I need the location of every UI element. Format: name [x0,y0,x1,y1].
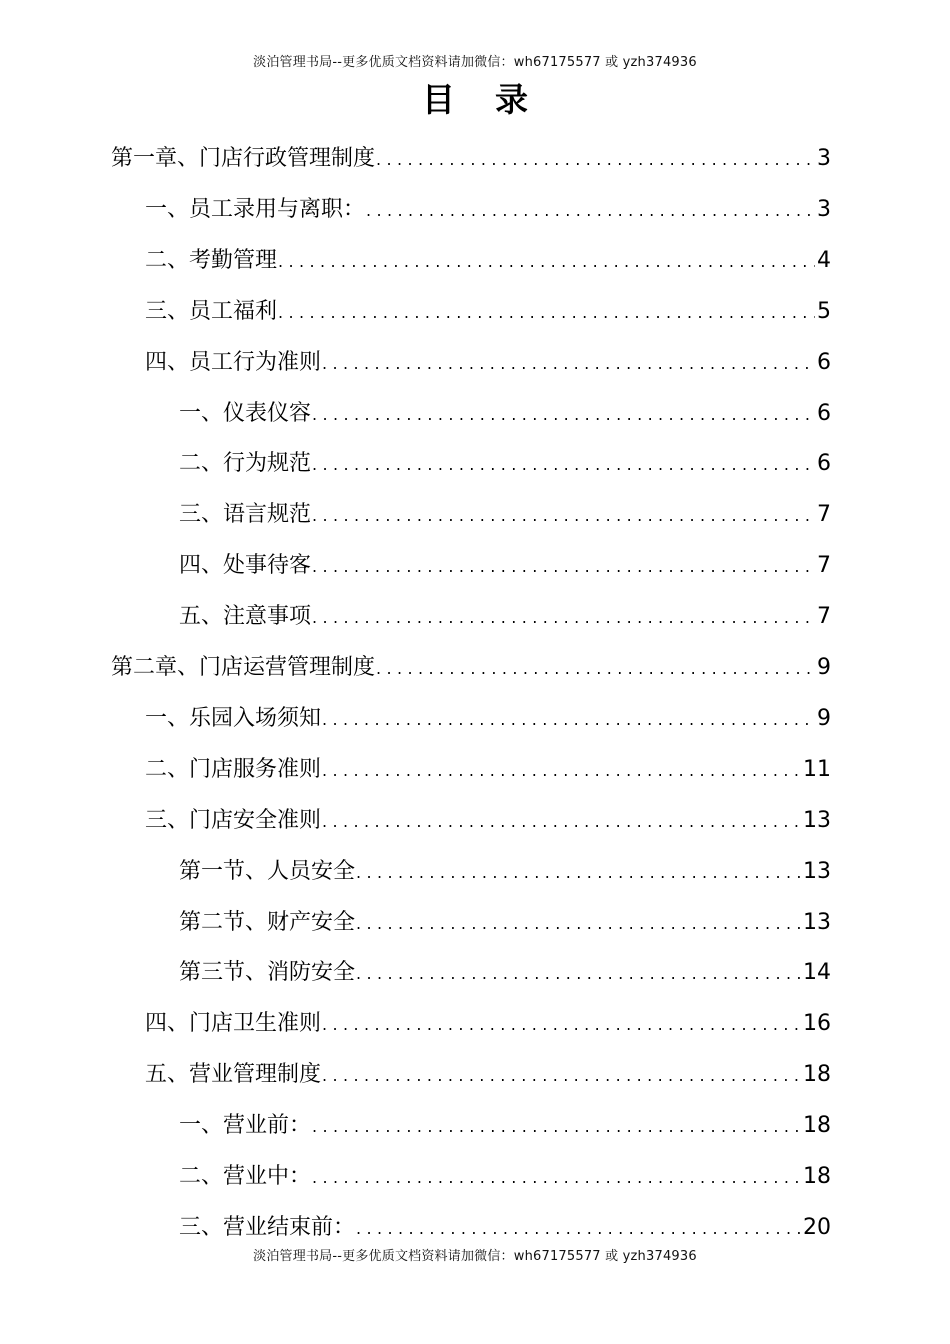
toc-entry-page-number: 7 [817,604,831,630]
toc-entry[interactable] [179,852,831,892]
toc-entry-label: 第二章、门店运营管理制度 [111,655,376,680]
toc-entry-page-number: 13 [803,909,831,935]
header-note: 淡泊管理书局--更多优质文档资料请加微信：wh67175577 或 yzh374936 [253,55,697,70]
toc-entry[interactable] [111,139,831,179]
toc-entry-label: 二、营业中： [179,1164,312,1189]
toc-entry-page-number: 7 [817,502,831,528]
toc-entry-label: 三、门店安全准则 [145,807,322,833]
toc-entry[interactable] [145,343,831,383]
toc-entry[interactable] [179,1157,831,1197]
toc-dot-leader [366,191,815,231]
toc-entry-page-number: 6 [817,349,831,375]
toc-entry-page-number: 7 [817,553,831,579]
toc-entry-label: 第一节、人员安全 [179,858,356,884]
toc-entry-page-number: 3 [817,146,831,171]
toc-entry-page-number: 18 [803,1113,831,1139]
toc-entry[interactable] [145,1055,831,1095]
toc-entry-page-number: 11 [803,756,831,782]
toc-entry-label: 二、考勤管理 [145,247,278,273]
toc-entry[interactable] [179,1106,831,1146]
toc-dot-leader [278,293,815,333]
footer-note: 淡泊管理书局--更多优质文档资料请加微信：wh67175577 或 yzh374936 [253,1249,697,1264]
toc-dot-leader [312,547,815,587]
toc-dot-leader [322,344,815,384]
toc-dot-leader [356,853,801,893]
toc-entry-label: 五、营业管理制度 [145,1062,322,1088]
toc-entry[interactable] [179,546,831,586]
toc-entry-page-number: 9 [817,705,831,731]
toc-entry-label: 三、营业结束前： [179,1214,356,1240]
toc-entry-label: 五、注意事项 [179,604,312,630]
toc-entry-label: 一、乐园入场须知 [145,705,322,731]
toc-entry-label: 一、仪表仪容 [179,400,312,426]
toc-entry-page-number: 4 [817,247,831,273]
toc-entry-page-number: 18 [803,1062,831,1088]
toc-entry[interactable] [179,1208,831,1248]
toc-entry-label: 二、行为规范 [179,451,312,477]
toc-entry-label: 一、员工录用与离职： [145,196,366,222]
toc-dot-leader [356,1209,801,1249]
toc-entry-label: 三、语言规范 [179,502,312,528]
toc-entry[interactable] [145,190,831,230]
toc-entry-page-number: 6 [817,451,831,477]
toc-dot-leader [322,1005,801,1045]
toc-entry-page-number: 9 [817,655,831,680]
toc-entry[interactable] [179,597,831,637]
toc-dot-leader [376,140,815,180]
toc-entry-page-number: 6 [817,400,831,426]
toc-entry-page-number: 20 [803,1214,831,1240]
toc-entry-page-number: 18 [803,1164,831,1189]
toc-dot-leader [312,496,815,536]
toc-entry[interactable] [145,292,831,332]
toc-entry-label: 一、营业前： [179,1113,312,1139]
toc-entry[interactable] [179,903,831,943]
toc-entry[interactable] [145,699,831,739]
toc-dot-leader [322,1056,801,1096]
toc-entry-label: 第二节、财产安全 [179,909,356,935]
toc-entry[interactable] [179,495,831,535]
toc-dot-leader [312,395,815,435]
toc-entry[interactable] [145,1004,831,1044]
toc-entry-page-number: 14 [803,960,831,986]
toc-entry-page-number: 3 [817,196,831,222]
toc-entry[interactable] [179,953,831,993]
toc-dot-leader [312,1158,801,1198]
toc-dot-leader [322,751,801,791]
toc-entry-label: 第三节、消防安全 [179,960,356,986]
toc-entry-page-number: 13 [803,858,831,884]
toc-dot-leader [356,904,801,944]
toc-entry-label: 四、员工行为准则 [145,349,322,375]
toc-entry[interactable] [145,750,831,790]
toc-entry[interactable] [111,648,831,688]
toc-dot-leader [322,802,801,842]
toc-entry-label: 四、门店卫生准则 [145,1011,322,1037]
toc-entry-label: 第一章、门店行政管理制度 [111,146,376,171]
toc-dot-leader [322,700,815,740]
toc-dot-leader [312,598,815,638]
toc-dot-leader [312,1107,801,1147]
toc-entry-label: 四、处事待客 [179,553,312,579]
toc-entry[interactable] [179,444,831,484]
toc-entry-label: 二、门店服务准则 [145,756,322,782]
toc-dot-leader [376,649,815,689]
toc-entry-page-number: 5 [817,298,831,324]
toc-entry-page-number: 16 [803,1011,831,1037]
toc-entry[interactable] [179,394,831,434]
toc-entry-page-number: 13 [803,807,831,833]
toc-dot-leader [356,954,801,994]
toc-dot-leader [312,445,815,485]
toc-entry-label: 三、员工福利 [145,298,278,324]
toc-entry[interactable] [145,241,831,281]
toc-entry[interactable] [145,801,831,841]
page-title: 目录 [422,80,568,119]
toc-dot-leader [278,242,815,282]
